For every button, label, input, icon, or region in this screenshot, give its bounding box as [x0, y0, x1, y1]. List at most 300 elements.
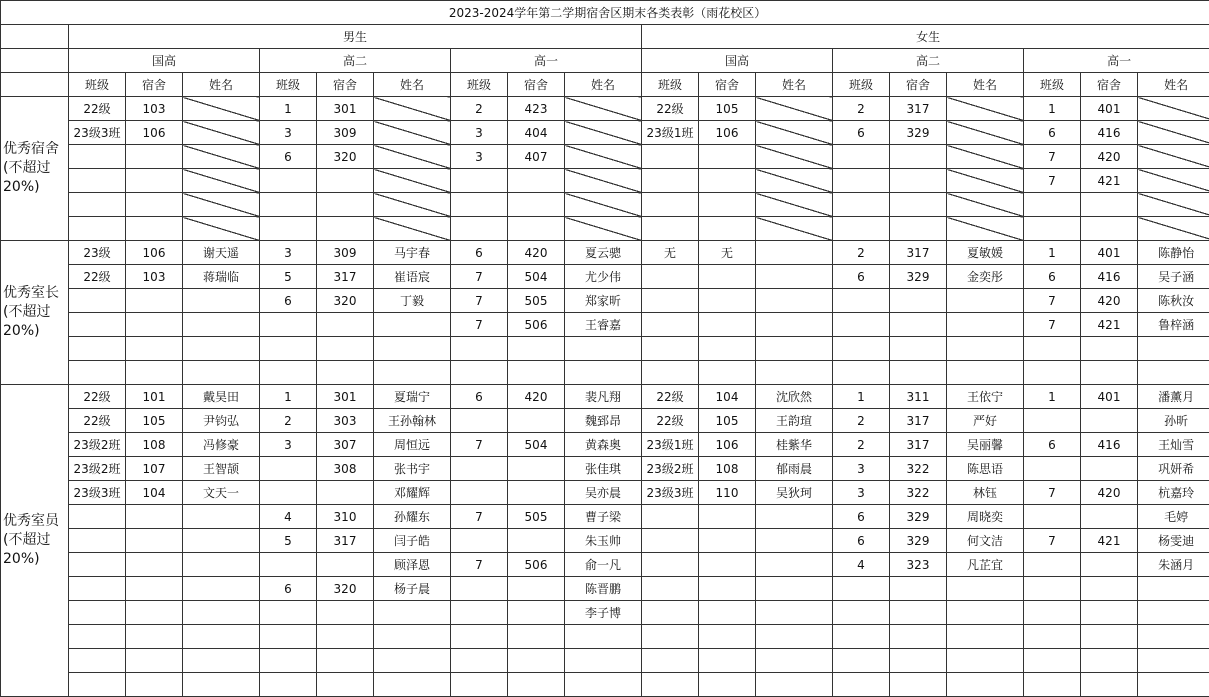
class-cell — [451, 577, 508, 601]
class-cell — [1024, 409, 1081, 433]
class-cell: 3 — [260, 433, 317, 457]
dorm-cell — [508, 217, 565, 241]
dorm-cell — [1081, 193, 1138, 217]
name-cell: 金奕彤 — [947, 265, 1024, 289]
class-cell: 6 — [260, 145, 317, 169]
grade-header: 高二 — [833, 49, 1024, 73]
column-header: 姓名 — [183, 73, 260, 97]
class-cell — [260, 217, 317, 241]
name-cell — [565, 169, 642, 193]
column-header: 姓名 — [756, 73, 833, 97]
name-cell — [947, 97, 1024, 121]
corner-cell — [1, 73, 69, 97]
class-cell — [642, 625, 699, 649]
class-cell: 23级3班 — [69, 481, 126, 505]
dorm-cell — [890, 169, 947, 193]
dorm-cell — [699, 169, 756, 193]
class-cell: 23级2班 — [642, 457, 699, 481]
dorm-cell: 401 — [1081, 97, 1138, 121]
dorm-cell: 101 — [126, 385, 183, 409]
name-cell — [756, 313, 833, 337]
class-cell: 6 — [833, 121, 890, 145]
table-row — [1, 649, 1209, 673]
dorm-cell — [890, 673, 947, 697]
dorm-cell: 108 — [126, 433, 183, 457]
dorm-cell — [699, 265, 756, 289]
name-cell — [756, 193, 833, 217]
dorm-cell: 303 — [317, 409, 374, 433]
name-cell: 严好 — [947, 409, 1024, 433]
name-cell: 陈晋鹏 — [565, 577, 642, 601]
name-cell: 潘薰月 — [1138, 385, 1209, 409]
name-cell — [374, 337, 451, 361]
table-row — [1, 337, 1209, 361]
table-row — [1, 193, 1209, 217]
name-cell — [756, 361, 833, 385]
class-cell — [451, 409, 508, 433]
class-cell — [642, 505, 699, 529]
dorm-cell — [126, 601, 183, 625]
class-cell — [69, 505, 126, 529]
dorm-cell: 416 — [1081, 433, 1138, 457]
class-cell: 5 — [260, 265, 317, 289]
table-row — [1, 457, 1209, 481]
column-header: 宿舍 — [508, 73, 565, 97]
class-cell: 2 — [260, 409, 317, 433]
table-row — [1, 409, 1209, 433]
dorm-cell — [508, 337, 565, 361]
dorm-cell: 103 — [126, 97, 183, 121]
class-cell: 6 — [451, 385, 508, 409]
class-cell: 2 — [833, 433, 890, 457]
name-cell — [947, 289, 1024, 313]
dorm-cell — [699, 337, 756, 361]
name-cell — [947, 649, 1024, 673]
dorm-cell — [699, 505, 756, 529]
dorm-cell — [126, 361, 183, 385]
class-cell — [69, 193, 126, 217]
table-row — [1, 97, 1209, 121]
dorm-cell: 317 — [317, 265, 374, 289]
name-cell: 毛婷 — [1138, 505, 1209, 529]
name-cell — [756, 529, 833, 553]
class-cell — [1024, 361, 1081, 385]
table-row — [1, 361, 1209, 385]
dorm-cell — [890, 649, 947, 673]
dorm-cell — [699, 673, 756, 697]
name-cell: 丁毅 — [374, 289, 451, 313]
class-cell — [260, 361, 317, 385]
class-cell — [642, 649, 699, 673]
name-cell: 魏郅昂 — [565, 409, 642, 433]
dorm-cell — [1081, 577, 1138, 601]
dorm-cell: 317 — [317, 529, 374, 553]
dorm-cell: 420 — [1081, 481, 1138, 505]
grade-header: 国高 — [642, 49, 833, 73]
class-cell — [69, 601, 126, 625]
dorm-cell — [317, 625, 374, 649]
dorm-cell: 420 — [508, 385, 565, 409]
name-cell: 郑家昕 — [565, 289, 642, 313]
dorm-cell: 104 — [126, 481, 183, 505]
name-cell: 崔语宸 — [374, 265, 451, 289]
class-cell: 1 — [1024, 385, 1081, 409]
dorm-cell — [126, 577, 183, 601]
dorm-cell — [126, 313, 183, 337]
name-cell — [183, 337, 260, 361]
name-cell: 朱玉帅 — [565, 529, 642, 553]
dorm-cell: 309 — [317, 241, 374, 265]
dorm-cell: 310 — [317, 505, 374, 529]
name-cell — [374, 121, 451, 145]
class-cell — [69, 529, 126, 553]
corner-cell — [1, 25, 69, 49]
name-cell: 巩妍希 — [1138, 457, 1209, 481]
class-cell — [69, 673, 126, 697]
dorm-cell — [317, 313, 374, 337]
class-cell — [451, 217, 508, 241]
name-cell: 邓耀辉 — [374, 481, 451, 505]
name-cell — [1138, 673, 1209, 697]
dorm-cell: 317 — [890, 433, 947, 457]
class-cell: 3 — [451, 121, 508, 145]
name-cell: 夏瑞宁 — [374, 385, 451, 409]
class-cell — [642, 337, 699, 361]
class-cell — [642, 217, 699, 241]
class-cell — [833, 193, 890, 217]
class-cell — [642, 289, 699, 313]
name-cell: 戴昊田 — [183, 385, 260, 409]
class-cell: 4 — [260, 505, 317, 529]
name-cell — [565, 97, 642, 121]
class-cell — [1024, 193, 1081, 217]
name-cell: 夏敏媛 — [947, 241, 1024, 265]
dorm-cell — [1081, 625, 1138, 649]
class-cell — [833, 625, 890, 649]
class-cell: 3 — [260, 121, 317, 145]
class-cell — [642, 145, 699, 169]
name-cell — [947, 121, 1024, 145]
name-cell — [183, 97, 260, 121]
dorm-cell: 301 — [317, 385, 374, 409]
class-cell: 5 — [260, 529, 317, 553]
column-header: 姓名 — [947, 73, 1024, 97]
class-cell — [642, 577, 699, 601]
class-cell: 6 — [260, 289, 317, 313]
class-cell: 7 — [1024, 529, 1081, 553]
class-cell: 7 — [451, 313, 508, 337]
dorm-cell: 504 — [508, 433, 565, 457]
class-cell — [642, 361, 699, 385]
name-cell: 凡芷宜 — [947, 553, 1024, 577]
dorm-cell: 504 — [508, 265, 565, 289]
class-cell — [69, 577, 126, 601]
class-cell — [451, 193, 508, 217]
grade-header: 高一 — [451, 49, 642, 73]
name-cell: 孙耀东 — [374, 505, 451, 529]
name-cell — [374, 193, 451, 217]
class-cell: 7 — [451, 265, 508, 289]
dorm-cell: 322 — [890, 481, 947, 505]
name-cell — [374, 673, 451, 697]
class-cell — [642, 601, 699, 625]
class-cell — [1024, 601, 1081, 625]
column-header: 姓名 — [1138, 73, 1209, 97]
dorm-cell: 329 — [890, 505, 947, 529]
name-cell — [756, 601, 833, 625]
table-row — [1, 265, 1209, 289]
name-cell — [565, 337, 642, 361]
class-cell — [451, 529, 508, 553]
table-row — [1, 529, 1209, 553]
class-cell: 7 — [451, 289, 508, 313]
dorm-cell — [699, 313, 756, 337]
name-cell: 尤少伟 — [565, 265, 642, 289]
name-cell: 吴丽馨 — [947, 433, 1024, 457]
name-cell: 王依宁 — [947, 385, 1024, 409]
class-cell — [833, 337, 890, 361]
column-header: 姓名 — [565, 73, 642, 97]
class-cell — [451, 481, 508, 505]
dorm-cell — [1081, 217, 1138, 241]
class-cell: 3 — [833, 457, 890, 481]
table-row — [1, 481, 1209, 505]
dorm-cell — [1081, 457, 1138, 481]
name-cell — [756, 649, 833, 673]
dorm-cell — [317, 361, 374, 385]
class-cell — [451, 625, 508, 649]
column-header: 班级 — [451, 73, 508, 97]
class-cell: 7 — [1024, 169, 1081, 193]
class-cell — [69, 169, 126, 193]
class-cell — [1024, 337, 1081, 361]
name-cell — [1138, 145, 1209, 169]
dorm-cell: 104 — [699, 385, 756, 409]
class-cell: 2 — [833, 409, 890, 433]
dorm-cell: 110 — [699, 481, 756, 505]
name-cell: 林钰 — [947, 481, 1024, 505]
name-cell — [756, 505, 833, 529]
name-cell: 张书宇 — [374, 457, 451, 481]
name-cell — [374, 649, 451, 673]
class-cell: 22级 — [69, 97, 126, 121]
dorm-cell — [699, 193, 756, 217]
name-cell — [565, 145, 642, 169]
name-cell — [947, 577, 1024, 601]
name-cell — [183, 649, 260, 673]
class-cell: 无 — [642, 241, 699, 265]
dorm-cell: 322 — [890, 457, 947, 481]
column-header: 宿舍 — [126, 73, 183, 97]
name-cell — [1138, 193, 1209, 217]
class-cell — [260, 457, 317, 481]
class-cell — [451, 457, 508, 481]
name-cell: 蒋瑞临 — [183, 265, 260, 289]
gender-header: 女生 — [642, 25, 1209, 49]
table-row — [1, 601, 1209, 625]
gender-header: 男生 — [69, 25, 642, 49]
table-row — [1, 673, 1209, 697]
dorm-cell — [699, 361, 756, 385]
name-cell — [1138, 649, 1209, 673]
name-cell — [947, 337, 1024, 361]
name-cell: 鲁梓涵 — [1138, 313, 1209, 337]
class-cell: 7 — [451, 433, 508, 457]
table-row — [1, 289, 1209, 313]
class-cell — [451, 169, 508, 193]
dorm-cell: 329 — [890, 265, 947, 289]
name-cell — [756, 97, 833, 121]
name-cell — [947, 313, 1024, 337]
dorm-cell — [699, 577, 756, 601]
class-cell — [69, 145, 126, 169]
dorm-cell: 103 — [126, 265, 183, 289]
category-label: 优秀宿舍(不超过20%) — [1, 97, 69, 241]
dorm-cell — [317, 601, 374, 625]
dorm-cell: 307 — [317, 433, 374, 457]
name-cell: 闫子皓 — [374, 529, 451, 553]
class-cell: 6 — [1024, 121, 1081, 145]
name-cell — [565, 649, 642, 673]
dorm-cell: 106 — [699, 121, 756, 145]
class-cell: 1 — [260, 385, 317, 409]
table-row — [1, 385, 1209, 409]
class-cell — [451, 337, 508, 361]
table-row — [1, 313, 1209, 337]
name-cell: 王智颉 — [183, 457, 260, 481]
name-cell — [947, 361, 1024, 385]
class-cell — [451, 601, 508, 625]
dorm-cell: 323 — [890, 553, 947, 577]
name-cell — [756, 577, 833, 601]
name-cell: 王灿雪 — [1138, 433, 1209, 457]
class-cell — [1024, 505, 1081, 529]
name-cell: 陈秋汝 — [1138, 289, 1209, 313]
table-row — [1, 577, 1209, 601]
column-header: 班级 — [642, 73, 699, 97]
name-cell: 顾泽恩 — [374, 553, 451, 577]
table-row — [1, 241, 1209, 265]
dorm-cell — [1081, 553, 1138, 577]
class-cell: 7 — [451, 505, 508, 529]
dorm-cell: 320 — [317, 577, 374, 601]
name-cell: 杭嘉玲 — [1138, 481, 1209, 505]
dorm-cell — [126, 625, 183, 649]
class-cell — [1024, 673, 1081, 697]
dorm-cell: 320 — [317, 145, 374, 169]
name-cell — [756, 169, 833, 193]
name-cell: 杨子晨 — [374, 577, 451, 601]
dorm-cell — [890, 361, 947, 385]
dorm-cell: 301 — [317, 97, 374, 121]
column-header: 班级 — [1024, 73, 1081, 97]
class-cell — [642, 169, 699, 193]
name-cell — [756, 217, 833, 241]
class-cell — [833, 313, 890, 337]
dorm-cell — [1081, 361, 1138, 385]
class-cell: 22级 — [642, 385, 699, 409]
dorm-cell — [699, 145, 756, 169]
name-cell — [756, 673, 833, 697]
name-cell: 俞一凡 — [565, 553, 642, 577]
name-cell — [183, 529, 260, 553]
class-cell — [69, 649, 126, 673]
dorm-cell: 无 — [699, 241, 756, 265]
name-cell — [183, 577, 260, 601]
name-cell — [374, 169, 451, 193]
dorm-cell — [890, 337, 947, 361]
dorm-cell — [126, 145, 183, 169]
table-row — [1, 217, 1209, 241]
dorm-cell — [1081, 409, 1138, 433]
class-cell — [833, 577, 890, 601]
name-cell: 夏云骢 — [565, 241, 642, 265]
dorm-cell — [126, 337, 183, 361]
name-cell — [183, 193, 260, 217]
class-cell — [260, 169, 317, 193]
column-header: 宿舍 — [699, 73, 756, 97]
dorm-cell: 404 — [508, 121, 565, 145]
dorm-cell — [126, 553, 183, 577]
class-cell: 6 — [260, 577, 317, 601]
dorm-cell — [699, 217, 756, 241]
class-cell: 23级 — [69, 241, 126, 265]
dorm-cell — [508, 625, 565, 649]
dorm-cell: 506 — [508, 553, 565, 577]
dorm-cell — [317, 169, 374, 193]
name-cell: 何文洁 — [947, 529, 1024, 553]
dorm-cell: 423 — [508, 97, 565, 121]
name-cell — [183, 217, 260, 241]
name-cell — [183, 289, 260, 313]
class-cell: 6 — [833, 265, 890, 289]
name-cell — [756, 121, 833, 145]
dorm-cell: 407 — [508, 145, 565, 169]
class-cell — [833, 145, 890, 169]
dorm-cell: 317 — [890, 97, 947, 121]
dorm-cell: 421 — [1081, 313, 1138, 337]
dorm-cell: 506 — [508, 313, 565, 337]
class-cell — [451, 361, 508, 385]
column-header: 宿舍 — [890, 73, 947, 97]
table-row — [1, 121, 1209, 145]
name-cell — [947, 145, 1024, 169]
class-cell: 4 — [833, 553, 890, 577]
grade-header: 高二 — [260, 49, 451, 73]
name-cell — [183, 505, 260, 529]
class-cell — [833, 673, 890, 697]
name-cell — [1138, 121, 1209, 145]
dorm-cell: 505 — [508, 505, 565, 529]
dorm-cell — [508, 649, 565, 673]
dorm-cell: 505 — [508, 289, 565, 313]
class-cell: 6 — [833, 505, 890, 529]
name-cell — [756, 337, 833, 361]
name-cell: 马宇春 — [374, 241, 451, 265]
class-cell — [833, 361, 890, 385]
name-cell — [183, 625, 260, 649]
dorm-cell — [890, 601, 947, 625]
name-cell — [1138, 577, 1209, 601]
name-cell: 曹子梁 — [565, 505, 642, 529]
dorm-cell — [1081, 673, 1138, 697]
class-cell — [833, 169, 890, 193]
column-header: 姓名 — [374, 73, 451, 97]
dorm-cell: 401 — [1081, 241, 1138, 265]
class-cell: 1 — [260, 97, 317, 121]
class-cell — [69, 625, 126, 649]
name-cell — [947, 193, 1024, 217]
